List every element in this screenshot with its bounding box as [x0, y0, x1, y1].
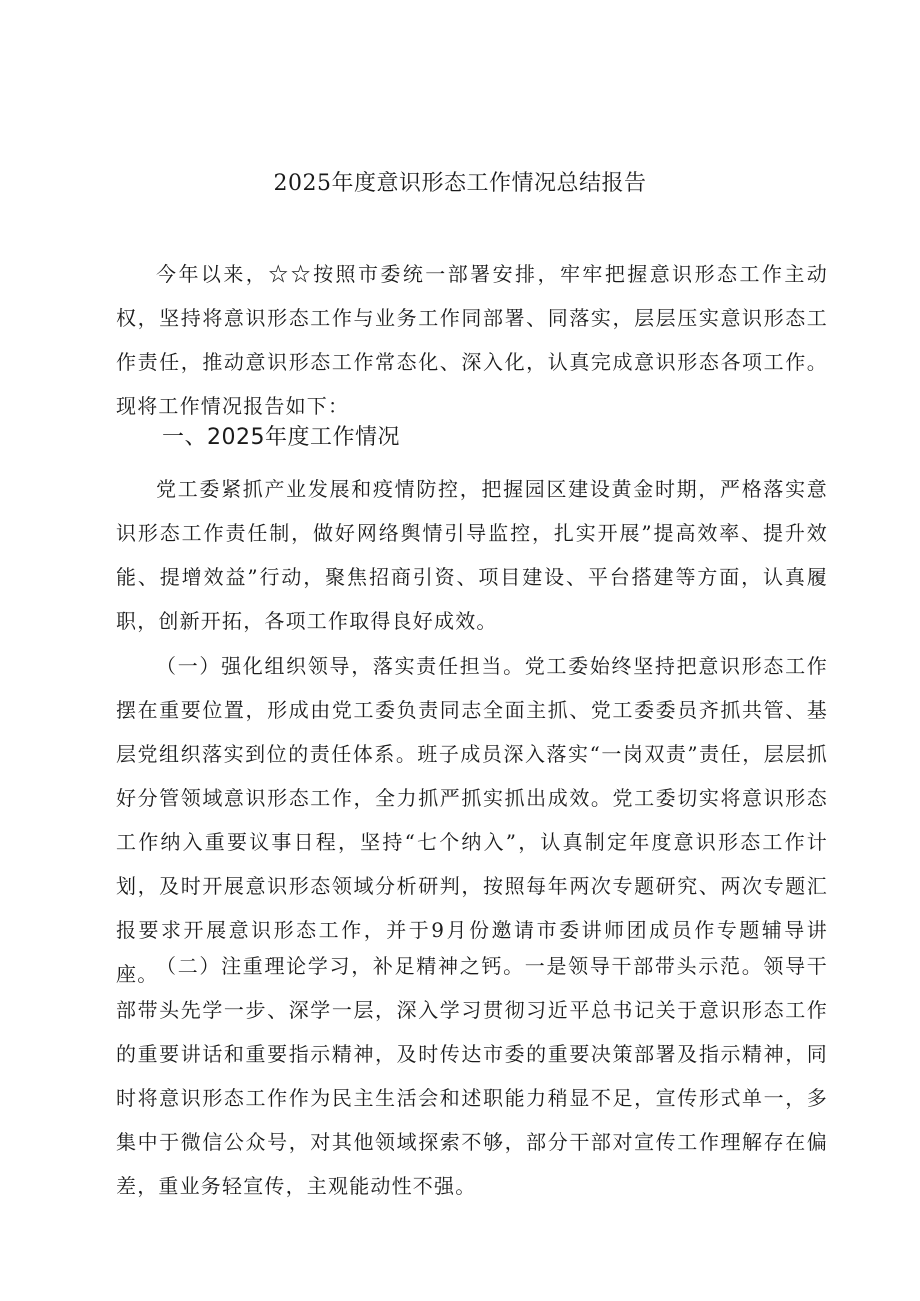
overview-paragraph: 党工委紧抓产业发展和疫情防控，把握园区建设黄金时期，严格落实意识形态工作责任制，做好网络舆情引导监控，扎实开展”提高效率、提升效能、提增效益”行动，聚焦招商引资、项目建设、平台搭建等方面，认真履职，创新开拓，各项工作取得良好成效。	[116, 477, 828, 633]
subsection-2-text: 一是领导干部带头示范。领导干部带头先学一步、深学一层，深入学习贯彻习近平总书记关于意识形态工作的重要讲话和重要指示精神，及时传达市委的重要决策部署及指示精神，同时将意识形态工作作为民主生活会和述职能力稍显不足，宣传形式单一，多集中于微信公众号，对其他领域探索不够，部分干部对宣传工作理解存在偏差，重业务轻宣传，主观能动性不强。	[116, 954, 828, 1198]
subsection-1-text: 党工委始终坚持把意识形态工作摆在重要位置，形成由党工委负责同志全面主抓、党工委委员齐抓共管、基层党组织落实到位的责任体系。班子成员深入落实“一岗双责”责任，层层抓好分管领域意识形态工作，全力抓严抓实抓出成效。党工委切实将意识形态工作纳入重要议事日程，坚持“七个纳入”，认真制定年度意识形态工作计划，及时开展意识形态领域分析研判，按照每年两次专题研究、两次专题汇报要求开展意识形态工作，并于9月份邀请市委讲师团成员作专题辅导讲座。	[116, 654, 828, 986]
intro-paragraph: 今年以来，☆☆按照市委统一部署安排，牢牢把握意识形态工作主动权，坚持将意识形态工作与业务工作同部署、同落实，层层压实意识形态工作责任，推动意识形态工作常态化、深入化，认真完成意识形态各项工作。现将工作情况报告如下：	[116, 262, 828, 418]
subsection-1-heading: （一）强化组织领导，落实责任担当。	[156, 654, 525, 678]
section-heading: 一、2025年度工作情况	[162, 425, 400, 450]
document-title: 2025年度意识形态工作情况总结报告	[273, 171, 647, 196]
subsection-2-heading: （二）注重理论学习，补足精神之钙。	[156, 954, 525, 978]
subsection-2-paragraph	[116, 944, 828, 1208]
